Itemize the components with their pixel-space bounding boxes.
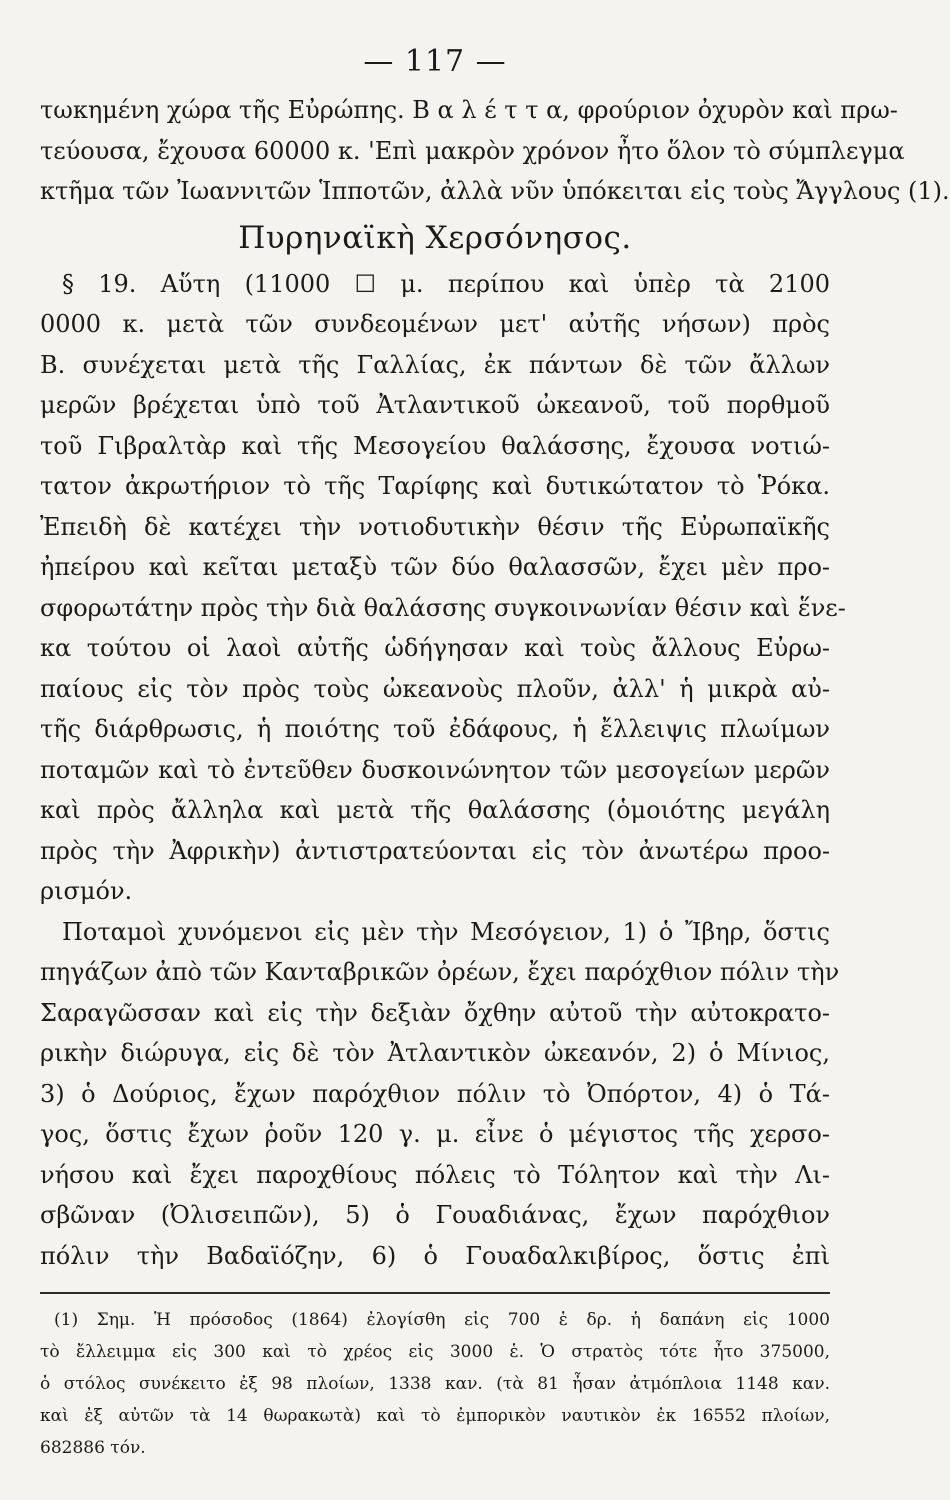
text-line: § 19. Αὕτη (11000 ☐ μ. περίπου καὶ ὑπὲρ τὰ 2100	[62, 269, 830, 298]
text-line: τωκημένη χώρα τῆς Εὐρώπης. Β α λ έ τ τ α, φρούριον ὀχυρὸν καὶ πρω-	[40, 96, 898, 124]
text-line: ρισμόν.	[40, 877, 133, 905]
text-line: Ποταμοὶ χυνόμενοι εἰς μὲν τὴν Μεσόγειον, 1) ὁ Ἴβηρ, ὅστις	[62, 917, 830, 946]
text-line: ρικὴν διώρυγα, εἰς δὲ τὸν Ἀτλαντικὸν ὠκεανόν, 2) ὁ Μίνιος,	[40, 1039, 830, 1067]
text-line: Ἐπειδὴ δὲ κατέχει τὴν νοτιοδυτικὴν θέσιν τῆς Εὐρωπαϊκῆς	[40, 512, 830, 541]
text-line: τοῦ Γιβραλτὰρ καὶ τῆς Μεσογείου θαλάσσης, ἔχουσα νοτιώ-	[40, 431, 830, 460]
text-line: παίους εἰς τὸν πρὸς τοὺς ὠκεανοὺς πλοῦν, ἀλλ' ἡ μικρὰ αὐ-	[40, 674, 830, 703]
footnote-line: 682886 τόν.	[40, 1438, 146, 1458]
section-19-paragraph	[40, 264, 846, 912]
text-line: μερῶν βρέχεται ὑπὸ τοῦ Ἀτλαντικοῦ ὠκεανοῦ, τοῦ πορθμοῦ	[40, 391, 830, 419]
footnote-line: (1) Σημ. Ἡ πρόσοδος (1864) ἐλογίσθη εἰς 700 ἑ δρ. ἡ δαπάνη εἰς 1000	[54, 1310, 830, 1330]
text-line: κτῆμα τῶν Ἰωαννιτῶν Ἱπποτῶν, ἀλλὰ νῦν ὑπόκειται εἰς τοὺς Ἄγγλους (1).	[40, 177, 950, 205]
intro-paragraph	[40, 90, 950, 212]
footnote-line: ὁ στόλος συνέκειτο ἐξ 98 πλοίων, 1338 καν. (τὰ 81 ἦσαν ἀτμόπλοια 1148 καν.	[40, 1374, 830, 1394]
text-line: 0000 κ. μετὰ τῶν συνδεομένων μετ' αὐτῆς νήσων) πρὸς	[40, 310, 830, 338]
text-line: πρὸς τὴν Ἀφρικὴν) ἀντιστρατεύονται εἰς τὸν ἀνωτέρω προο-	[40, 836, 830, 865]
footnote-line: καὶ ἐξ αὐτῶν τὰ 14 θωρακωτὰ) καὶ τὸ ἐμπορικὸν ναυτικὸν ἐκ 16552 πλοίων,	[40, 1406, 830, 1426]
text-line: τῆς διάρθρωσις, ἡ ποιότης τοῦ ἐδάφους, ἡ ἔλλειψις πλωίμων	[40, 715, 830, 743]
text-line: πόλιν τὴν Βαδαϊόζην, 6) ὁ Γουαδαλκιβίρος, ὅστις ἐπὶ	[40, 1241, 830, 1270]
footnote-divider	[40, 1292, 830, 1294]
text-line: καὶ πρὸς ἄλληλα καὶ μετὰ τῆς θαλάσσης (ὁμοιότης μεγάλη	[40, 796, 830, 824]
text-line: κα τούτου οἱ λαοὶ αὐτῆς ὡδήγησαν καὶ τοὺς ἄλλους Εὐρω-	[40, 634, 830, 662]
footnote-line: τὸ ἔλλειμμα εἰς 300 καὶ τὸ χρέος εἰς 3000 ἑ. Ὁ στρατὸς τότε ἦτο 375000,	[40, 1342, 830, 1362]
text-line: τατον ἀκρωτήριον τὸ τῆς Ταρίφης καὶ δυτικώτατον τὸ Ῥόκα.	[40, 472, 830, 500]
text-line: Σαραγῶσσαν καὶ εἰς τὴν δεξιὰν ὄχθην αὐτοῦ τὴν αὐτοκρατο-	[40, 998, 830, 1027]
section-heading: Πυρηναϊκὴ Χερσόνησος.	[238, 219, 632, 256]
text-line: 3) ὁ Δούριος, ἔχων παρόχθιον πόλιν τὸ Ὀπόρτον, 4) ὁ Τά-	[40, 1079, 830, 1108]
text-line: ἠπείρου καὶ κεῖται μεταξὺ τῶν δύο θαλασσῶν, ἔχει μὲν προ-	[40, 553, 830, 581]
rivers-paragraph	[40, 912, 840, 1277]
text-line: σβῶναν (Ὀλισειπῶν), 5) ὁ Γουαδιάνας, ἔχων παρόχθιον	[40, 1201, 830, 1229]
book-page	[40, 40, 950, 1460]
text-line: πηγάζων ἀπὸ τῶν Κανταβρικῶν ὀρέων, ἔχει παρόχθιον πόλιν τὴν	[40, 958, 840, 986]
page-number: — 117 —	[363, 44, 507, 79]
text-line: τεύουσα, ἔχουσα 60000 κ. 'Επὶ μακρὸν χρόνον ἦτο ὅλον τὸ σύμπλεγμα	[40, 136, 905, 165]
footnote	[40, 1304, 830, 1464]
text-line: Β. συνέχεται μετὰ τῆς Γαλλίας, ἐκ πάντων δὲ τῶν ἄλλων	[40, 350, 830, 379]
text-line: σφορωτάτην πρὸς τὴν διὰ θαλάσσης συγκοινωνίαν θέσιν καὶ ἕνε-	[40, 593, 846, 622]
text-line: γος, ὅστις ἔχων ῥοῦν 120 γ. μ. εἶνε ὁ μέγιστος τῆς χερσο-	[40, 1120, 830, 1148]
text-line: ποταμῶν καὶ τὸ ἐντεῦθεν δυσκοινώνητον τῶν μεσογείων μερῶν	[40, 755, 830, 784]
text-line: νήσου καὶ ἔχει παροχθίους πόλεις τὸ Τόλητον καὶ τὴν Λι-	[40, 1160, 830, 1189]
